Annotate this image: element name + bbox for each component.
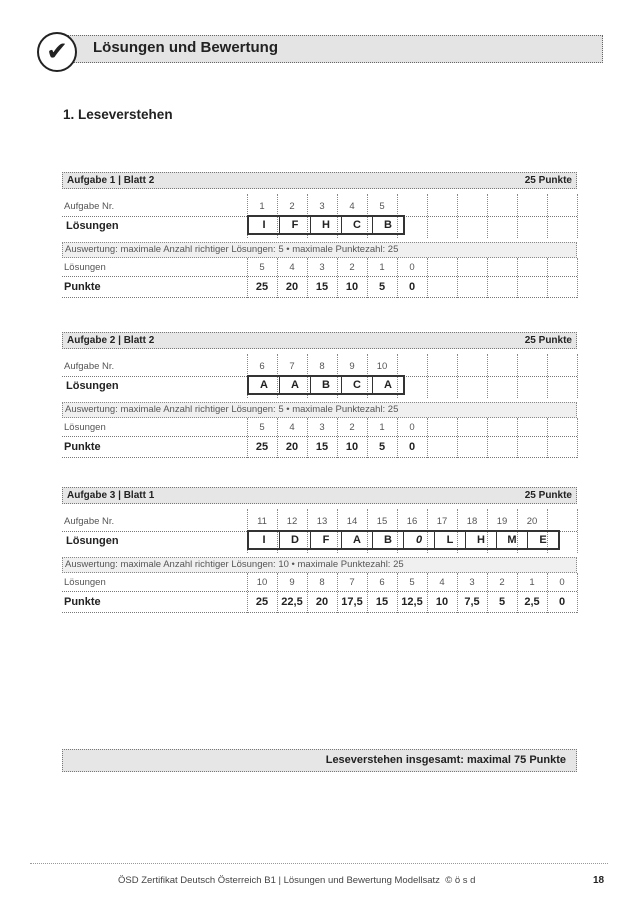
copyright: © ö s d bbox=[445, 875, 476, 886]
solution-cell: B bbox=[373, 532, 404, 548]
solution-cell: D bbox=[280, 532, 311, 548]
page-title: Lösungen und Bewertung bbox=[93, 39, 278, 56]
points-value: 20 bbox=[315, 596, 329, 608]
task-number: 4 bbox=[349, 201, 355, 212]
nr-label: Aufgabe Nr. bbox=[64, 361, 115, 372]
count-value: 0 bbox=[559, 577, 565, 588]
task-block bbox=[62, 332, 577, 460]
points-value: 10 bbox=[345, 281, 359, 293]
solution-cell: C bbox=[342, 217, 373, 233]
count-label: Lösungen bbox=[64, 422, 106, 433]
task-number: 10 bbox=[376, 361, 388, 372]
task-number: 14 bbox=[346, 516, 358, 527]
count-value: 10 bbox=[256, 577, 268, 588]
nr-label: Aufgabe Nr. bbox=[64, 201, 115, 212]
task-block bbox=[62, 172, 577, 300]
task-points: 25 Punkte bbox=[524, 335, 572, 346]
task-number: 18 bbox=[466, 516, 478, 527]
solution-cell: A bbox=[249, 377, 280, 393]
points-value: 17,5 bbox=[341, 596, 363, 608]
points-value: 10 bbox=[435, 596, 449, 608]
solution-cell: H bbox=[466, 532, 497, 548]
solution-cell: I bbox=[249, 532, 280, 548]
scoring-note: Auswertung: maximale Anzahl richtiger Lösungen: 5 • maximale Punktezahl: 25 bbox=[62, 242, 577, 258]
points-value: 0 bbox=[408, 441, 416, 453]
scoring-note: Auswertung: maximale Anzahl richtiger Lösungen: 5 • maximale Punktezahl: 25 bbox=[62, 402, 577, 418]
count-value: 2 bbox=[349, 262, 355, 273]
count-value: 3 bbox=[469, 577, 475, 588]
points-value: 12,5 bbox=[401, 596, 423, 608]
count-value: 4 bbox=[289, 262, 295, 273]
count-value: 1 bbox=[529, 577, 535, 588]
task-number: 11 bbox=[257, 516, 267, 527]
points-label: Punkte bbox=[64, 281, 101, 293]
count-value: 5 bbox=[409, 577, 415, 588]
count-value: 0 bbox=[409, 262, 415, 273]
task-number: 8 bbox=[319, 361, 325, 372]
task-number: 15 bbox=[376, 516, 388, 527]
task-number: 7 bbox=[289, 361, 295, 372]
count-value: 5 bbox=[259, 422, 265, 433]
solutions-box bbox=[247, 215, 405, 235]
solution-cell: F bbox=[280, 217, 311, 233]
task-header bbox=[62, 172, 577, 189]
task-number: 13 bbox=[316, 516, 328, 527]
solution-cell: B bbox=[384, 219, 392, 231]
solution-cell: F bbox=[311, 532, 342, 548]
footer-divider bbox=[30, 863, 608, 864]
total-text: Leseverstehen insgesamt: maximal 75 Punkte bbox=[325, 754, 566, 766]
count-value: 1 bbox=[379, 422, 385, 433]
task-number: 17 bbox=[436, 516, 448, 527]
count-label: Lösungen bbox=[64, 577, 106, 588]
task-title: Aufgabe 3 | Blatt 1 bbox=[67, 490, 155, 501]
count-value: 8 bbox=[319, 577, 325, 588]
task-header bbox=[62, 332, 577, 349]
points-value: 25 bbox=[255, 441, 269, 453]
solution-cell: E bbox=[539, 534, 547, 546]
task-number: 20 bbox=[526, 516, 538, 527]
task-number: 9 bbox=[349, 361, 355, 372]
scoring-note: Auswertung: maximale Anzahl richtiger Lösungen: 10 • maximale Punktezahl: 25 bbox=[62, 557, 577, 573]
total-bar bbox=[62, 749, 577, 772]
points-value: 20 bbox=[285, 281, 299, 293]
task-number: 1 bbox=[259, 201, 265, 212]
count-value: 3 bbox=[319, 262, 325, 273]
points-value: 2,5 bbox=[524, 596, 540, 608]
points-value: 22,5 bbox=[281, 596, 303, 608]
count-value: 4 bbox=[439, 577, 445, 588]
task-title: Aufgabe 2 | Blatt 2 bbox=[67, 335, 155, 346]
points-value: 5 bbox=[498, 596, 506, 608]
solution-cell: A bbox=[280, 377, 311, 393]
task-number: 6 bbox=[259, 361, 265, 372]
footer bbox=[118, 875, 475, 886]
solution-cell: 0 bbox=[404, 532, 435, 548]
header bbox=[37, 32, 603, 67]
page-number: 18 bbox=[593, 875, 605, 886]
task-block bbox=[62, 487, 577, 615]
count-label: Lösungen bbox=[64, 262, 106, 273]
points-value: 5 bbox=[378, 281, 386, 293]
points-value: 10 bbox=[345, 441, 359, 453]
task-header bbox=[62, 487, 577, 504]
footer-text: ÖSD Zertifikat Deutsch Österreich B1 | Lösungen und Bewertung Modellsatz bbox=[118, 875, 440, 886]
solution-cell: C bbox=[342, 377, 373, 393]
count-value: 4 bbox=[289, 422, 295, 433]
points-value: 15 bbox=[315, 441, 329, 453]
points-label: Punkte bbox=[64, 596, 101, 608]
solution-cell: A bbox=[342, 532, 373, 548]
points-value: 20 bbox=[285, 441, 299, 453]
solution-cell: M bbox=[497, 532, 528, 548]
section-title: 1. Leseverstehen bbox=[63, 107, 173, 122]
solutions-label: Lösungen bbox=[66, 220, 119, 232]
solutions-box bbox=[247, 530, 560, 550]
task-points: 25 Punkte bbox=[524, 490, 572, 501]
solutions-box bbox=[247, 375, 405, 395]
solution-cell: A bbox=[384, 379, 392, 391]
count-value: 9 bbox=[289, 577, 295, 588]
count-value: 7 bbox=[349, 577, 355, 588]
points-value: 0 bbox=[558, 596, 566, 608]
count-value: 6 bbox=[379, 577, 385, 588]
task-number: 3 bbox=[319, 201, 325, 212]
task-number: 5 bbox=[379, 201, 385, 212]
task-title: Aufgabe 1 | Blatt 2 bbox=[67, 175, 155, 186]
task-points: 25 Punkte bbox=[524, 175, 572, 186]
task-number: 16 bbox=[406, 516, 418, 527]
points-value: 7,5 bbox=[464, 596, 480, 608]
points-value: 25 bbox=[255, 596, 269, 608]
points-value: 15 bbox=[375, 596, 389, 608]
nr-label: Aufgabe Nr. bbox=[64, 516, 115, 527]
count-value: 5 bbox=[259, 262, 265, 273]
points-value: 15 bbox=[315, 281, 329, 293]
task-number: 2 bbox=[289, 201, 295, 212]
solution-cell: H bbox=[311, 217, 342, 233]
solutions-label: Lösungen bbox=[66, 380, 119, 392]
count-value: 1 bbox=[379, 262, 385, 273]
task-number: 12 bbox=[286, 516, 298, 527]
points-value: 5 bbox=[378, 441, 386, 453]
solution-cell: I bbox=[249, 217, 280, 233]
solutions-label: Lösungen bbox=[66, 535, 119, 547]
count-value: 3 bbox=[319, 422, 325, 433]
count-value: 2 bbox=[349, 422, 355, 433]
task-number: 19 bbox=[496, 516, 508, 527]
count-value: 2 bbox=[499, 577, 505, 588]
checkmark-icon: ✔ bbox=[37, 32, 77, 72]
points-value: 0 bbox=[408, 281, 416, 293]
solution-cell: L bbox=[435, 532, 466, 548]
solution-cell: B bbox=[311, 377, 342, 393]
points-label: Punkte bbox=[64, 441, 101, 453]
points-value: 25 bbox=[255, 281, 269, 293]
count-value: 0 bbox=[409, 422, 415, 433]
